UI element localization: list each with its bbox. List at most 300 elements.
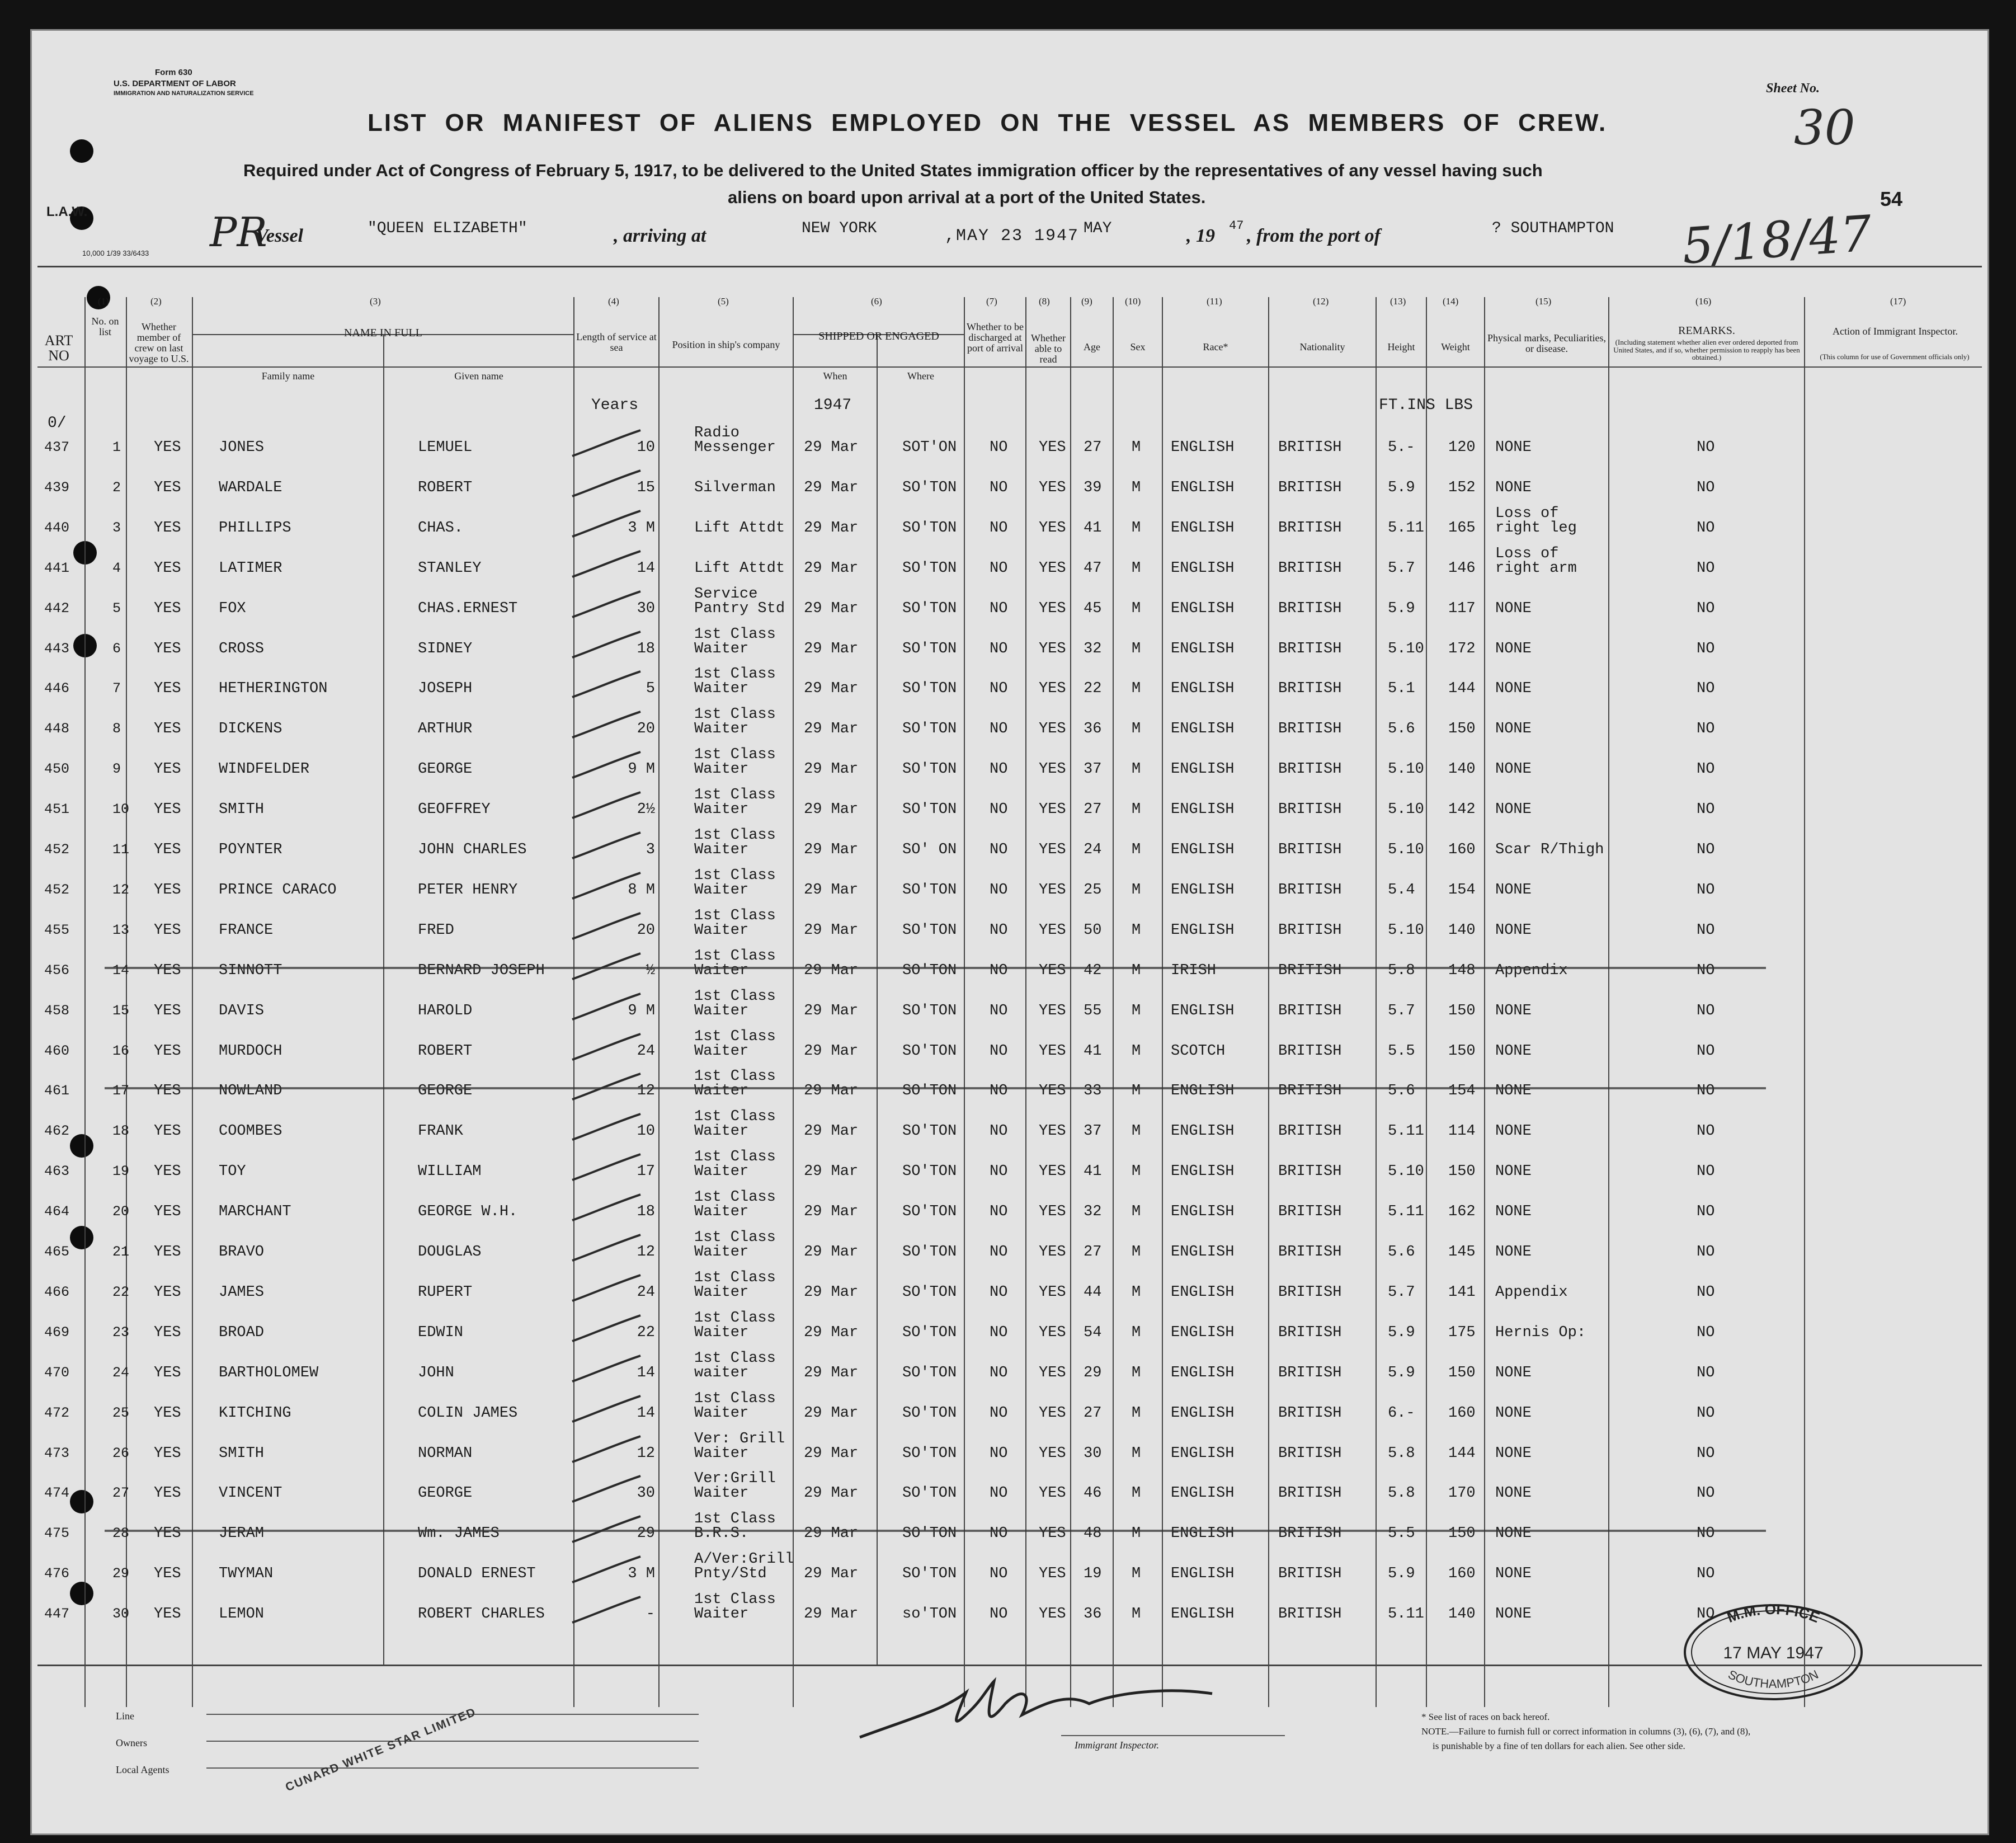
col-weight: Weight <box>1441 341 1470 352</box>
check-mark-stroke <box>572 1154 640 1180</box>
col-name-in-full: NAME IN FULL <box>344 327 422 339</box>
from-port-label: , from the port of <box>1247 225 1381 246</box>
check-mark <box>569 1352 647 1386</box>
physical-marks-line-2: NONE <box>1495 1163 1532 1181</box>
service-length: 10 <box>637 1123 655 1140</box>
discharged: NO <box>990 640 1008 657</box>
race: ENGLISH <box>1171 1445 1235 1462</box>
shipped-when: 29 Mar <box>804 1083 859 1100</box>
physical-marks-line-2: Appendix <box>1495 1283 1568 1301</box>
family-name: BROAD <box>219 1324 265 1341</box>
service-length: 12 <box>637 1244 655 1261</box>
position-line-1: 1st Class <box>694 1108 776 1126</box>
art-number: 461 <box>44 1083 70 1099</box>
check-mark-stroke <box>572 752 640 778</box>
position-line-2: Waiter <box>694 1283 749 1301</box>
sex: M <box>1132 640 1141 657</box>
col-age: Age <box>1084 341 1100 352</box>
able-to-read: YES <box>1039 841 1066 858</box>
service-length: 3 M <box>628 1565 655 1583</box>
weight: 142 <box>1448 801 1476 819</box>
age: 32 <box>1084 640 1102 657</box>
service-length: 10 <box>637 439 655 456</box>
able-to-read: YES <box>1039 962 1066 979</box>
physical-marks-line-2: NONE <box>1495 721 1532 738</box>
remarks: NO <box>1697 801 1715 819</box>
shipped-where: so'TON <box>902 1606 957 1623</box>
position-line-1: 1st Class <box>694 1028 776 1045</box>
check-mark <box>569 1473 647 1506</box>
nationality: BRITISH <box>1278 439 1342 456</box>
race: ENGLISH <box>1171 1002 1235 1019</box>
art-prefix: 0/ <box>48 415 67 432</box>
shipped-where: SO'TON <box>902 801 957 819</box>
check-mark <box>569 1593 647 1627</box>
list-number: 27 <box>112 1485 130 1502</box>
check-mark <box>569 668 647 702</box>
position-line-1: 1st Class <box>694 1390 776 1407</box>
position-line-1: Ver: Grill <box>694 1430 785 1447</box>
given-name: ROBERT <box>418 1042 473 1060</box>
check-mark-stroke <box>572 1557 640 1582</box>
last-voyage: YES <box>154 439 181 456</box>
check-mark <box>569 1553 647 1587</box>
discharged: NO <box>990 1123 1008 1140</box>
given-name: ROBERT <box>418 479 473 496</box>
position-line-1: 1st Class <box>694 1350 776 1367</box>
sex: M <box>1132 1002 1141 1019</box>
able-to-read: YES <box>1039 1324 1066 1341</box>
nationality: BRITISH <box>1278 1445 1342 1462</box>
position-line-1: 1st Class <box>694 1591 776 1609</box>
list-number: 24 <box>112 1364 130 1381</box>
height: 5.11 <box>1388 1123 1424 1140</box>
col-able-to-read: Whether able to read <box>1031 332 1066 365</box>
position-line-1: 1st Class <box>694 907 776 924</box>
list-number: 6 <box>112 640 121 657</box>
nationality: BRITISH <box>1278 600 1342 617</box>
remarks: NO <box>1697 1404 1715 1422</box>
shipped-where: SO'TON <box>902 1203 957 1221</box>
discharged: NO <box>990 519 1008 537</box>
able-to-read: YES <box>1039 922 1066 939</box>
family-name: CROSS <box>219 640 265 657</box>
col-number: (14) <box>1443 296 1459 307</box>
check-mark <box>569 708 647 742</box>
table-row <box>32 1068 1987 1108</box>
inspector-rule <box>1061 1735 1285 1736</box>
family-name: TWYMAN <box>219 1565 274 1583</box>
arrival-stamp-date: ,MAY 23 1947 <box>945 227 1080 246</box>
check-mark <box>569 829 647 863</box>
discharged: NO <box>990 1565 1008 1583</box>
physical-marks-line-2: NONE <box>1495 1364 1532 1381</box>
table-row <box>32 1149 1987 1189</box>
table-row <box>32 1511 1987 1551</box>
remarks: NO <box>1697 962 1715 979</box>
discharged: NO <box>990 1404 1008 1422</box>
age: 27 <box>1084 1404 1102 1422</box>
position-line-2: Pnty/Std <box>694 1565 767 1583</box>
position-line-1: A/Ver:Grill <box>694 1551 794 1568</box>
last-voyage: YES <box>154 1404 181 1422</box>
last-voyage: YES <box>154 600 181 617</box>
able-to-read: YES <box>1039 761 1066 778</box>
col-member-last-voyage: Whether member of crew on last voyage to U.S. <box>129 321 189 364</box>
service-length: 17 <box>637 1163 655 1181</box>
service-length: 8 M <box>628 881 655 899</box>
shipped-when: 29 Mar <box>804 439 859 456</box>
race: ENGLISH <box>1171 600 1235 617</box>
shipped-when: 29 Mar <box>804 1163 859 1181</box>
shipped-when: 29 Mar <box>804 1606 859 1623</box>
physical-marks-line-2: NONE <box>1495 881 1532 899</box>
physical-marks-line-2: Appendix <box>1495 962 1568 979</box>
sex: M <box>1132 881 1141 899</box>
position-line-2: Waiter <box>694 1083 749 1100</box>
check-mark <box>569 1312 647 1346</box>
weight: 160 <box>1448 841 1476 858</box>
age: 41 <box>1084 1163 1102 1181</box>
last-voyage: YES <box>154 1042 181 1060</box>
list-number: 9 <box>112 761 121 778</box>
col-number: (8) <box>1039 296 1050 307</box>
height: 5.9 <box>1388 1364 1415 1381</box>
art-number: 476 <box>44 1565 70 1582</box>
shipped-when: 29 Mar <box>804 1123 859 1140</box>
arrival-month: MAY <box>1084 220 1112 237</box>
col-remarks: REMARKS. <box>1678 325 1735 337</box>
position-line-1: 1st Class <box>694 1309 776 1327</box>
last-voyage: YES <box>154 1283 181 1301</box>
physical-marks-line-2: NONE <box>1495 1042 1532 1060</box>
age: 45 <box>1084 600 1102 617</box>
service-length: 18 <box>637 1203 655 1221</box>
able-to-read: YES <box>1039 1203 1066 1221</box>
height: 5.1 <box>1388 680 1415 698</box>
page-number: 54 <box>1880 187 1903 210</box>
shipped-where: SO'TON <box>902 560 957 577</box>
table-top-rule <box>37 266 1982 267</box>
sex: M <box>1132 1404 1141 1422</box>
service-length: 24 <box>637 1042 655 1060</box>
nationality: BRITISH <box>1278 841 1342 858</box>
race: ENGLISH <box>1171 1606 1235 1623</box>
last-voyage: YES <box>154 680 181 698</box>
penalty-note-1: NOTE.—Failure to furnish full or correct information in columns (3), (6), (7), and (8), <box>1421 1726 1751 1737</box>
shipped-when: 29 Mar <box>804 881 859 899</box>
last-voyage: YES <box>154 560 181 577</box>
discharged: NO <box>990 1606 1008 1623</box>
family-name: LATIMER <box>219 560 282 577</box>
sex: M <box>1132 519 1141 537</box>
company-stamp: CUNARD WHITE STAR LIMITED <box>284 1705 478 1794</box>
list-number: 12 <box>112 881 130 898</box>
col-remarks-note: (Including statement whether alien ever ordered deported from United States, and if so, whether permission to reapply has been obtained.) <box>1613 338 1800 362</box>
art-number: 446 <box>44 680 70 697</box>
sex: M <box>1132 721 1141 738</box>
table-row <box>32 1189 1987 1229</box>
height: 5.7 <box>1388 1283 1415 1301</box>
given-name: SIDNEY <box>418 640 473 657</box>
col-number: (16) <box>1695 296 1712 307</box>
discharged: NO <box>990 1163 1008 1181</box>
remarks: NO <box>1697 1283 1715 1301</box>
nationality: BRITISH <box>1278 962 1342 979</box>
col-where: Where <box>907 370 934 382</box>
check-mark-stroke <box>572 1074 640 1099</box>
list-number: 1 <box>112 439 121 455</box>
able-to-read: YES <box>1039 1123 1066 1140</box>
physical-marks-line-2: Hernis Op: <box>1495 1324 1586 1341</box>
shipped-when: 29 Mar <box>804 1203 859 1221</box>
shipped-when: 29 Mar <box>804 479 859 496</box>
shipped-when: 29 Mar <box>804 962 859 979</box>
family-name: PHILLIPS <box>219 519 291 537</box>
stamp-date-text: 17 MAY 1947 <box>1723 1644 1824 1662</box>
nationality: BRITISH <box>1278 1525 1342 1543</box>
race: ENGLISH <box>1171 1324 1235 1341</box>
family-name: JERAM <box>219 1525 265 1543</box>
nationality: BRITISH <box>1278 1364 1342 1381</box>
remarks: NO <box>1697 1485 1715 1502</box>
manifest-title: LIST OR MANIFEST OF ALIENS EMPLOYED ON THE VESSEL AS MEMBERS OF CREW. <box>368 109 1608 137</box>
nationality: BRITISH <box>1278 560 1342 577</box>
race: ENGLISH <box>1171 1283 1235 1301</box>
given-name: GEOFFREY <box>418 801 491 819</box>
sex: M <box>1132 600 1141 617</box>
service-length: 14 <box>637 560 655 577</box>
art-number: 439 <box>44 479 70 496</box>
age: 37 <box>1084 761 1102 778</box>
position-line-1: 1st Class <box>694 626 776 643</box>
physical-marks-line-1: Loss of <box>1495 545 1559 562</box>
list-number: 30 <box>112 1606 130 1623</box>
last-voyage: YES <box>154 1364 181 1381</box>
col-number: (6) <box>871 296 882 307</box>
shipped-when: 29 Mar <box>804 801 859 819</box>
position-line-2: Waiter <box>694 1404 749 1422</box>
table-row <box>32 706 1987 746</box>
weight: 150 <box>1448 1364 1476 1381</box>
position-line-2: Waiter <box>694 1244 749 1261</box>
family-name: DICKENS <box>219 721 282 738</box>
race: ENGLISH <box>1171 1203 1235 1221</box>
position-line-2: Waiter <box>694 680 749 698</box>
table-row <box>32 1270 1987 1310</box>
given-name: CHAS.ERNEST <box>418 600 518 617</box>
given-name: NORMAN <box>418 1445 473 1462</box>
race: ENGLISH <box>1171 1083 1235 1100</box>
weight: 140 <box>1448 922 1476 939</box>
height: 5.10 <box>1388 922 1424 939</box>
position-line-1: Service <box>694 585 758 603</box>
table-row <box>32 1108 1987 1149</box>
last-voyage: YES <box>154 640 181 657</box>
position-line-1: Ver:Grill <box>694 1470 776 1488</box>
weight: 175 <box>1448 1324 1476 1341</box>
check-mark <box>569 990 647 1024</box>
shipped-when: 29 Mar <box>804 922 859 939</box>
nationality: BRITISH <box>1278 680 1342 698</box>
table-row <box>32 1551 1987 1591</box>
shipped-when: 29 Mar <box>804 1404 859 1422</box>
position-line-2: Waiter <box>694 962 749 979</box>
list-number: 25 <box>112 1404 130 1421</box>
shipped-where: SO'TON <box>902 922 957 939</box>
mm-office-stamp <box>1681 1601 1866 1701</box>
list-number: 4 <box>112 560 121 576</box>
service-length: 18 <box>637 640 655 657</box>
height: 5.10 <box>1388 801 1424 819</box>
sex: M <box>1132 479 1141 496</box>
discharged: NO <box>990 1445 1008 1462</box>
art-number: 452 <box>44 841 70 858</box>
family-name: WINDFELDER <box>219 761 310 778</box>
physical-marks-line-2: NONE <box>1495 1445 1532 1462</box>
sheet-no-label: Sheet No. <box>1766 81 1820 96</box>
check-mark <box>569 910 647 943</box>
family-name: FRANCE <box>219 922 274 939</box>
year-label: , 19 <box>1186 225 1215 246</box>
position-line-2: Waiter <box>694 1123 749 1140</box>
shipped-when: 29 Mar <box>804 1485 859 1502</box>
stamp-bottom-text: SOUTHAMPTON <box>1726 1667 1821 1691</box>
col-number: (9) <box>1081 296 1092 307</box>
nationality: BRITISH <box>1278 721 1342 738</box>
art-number: 443 <box>44 640 70 657</box>
table-row <box>32 827 1987 867</box>
check-mark-stroke <box>572 632 640 657</box>
table-row <box>32 787 1987 827</box>
list-number: 2 <box>112 479 121 496</box>
sex: M <box>1132 1244 1141 1261</box>
position-line-2: Waiter <box>694 721 749 738</box>
col-no-on-list: No. on list <box>91 316 119 337</box>
discharged: NO <box>990 1002 1008 1019</box>
check-mark-stroke <box>572 430 640 456</box>
family-name: TOY <box>219 1163 246 1181</box>
given-name: FRED <box>418 922 454 939</box>
family-name: POYNTER <box>219 841 282 858</box>
physical-marks-line-2: NONE <box>1495 640 1532 657</box>
sex: M <box>1132 801 1141 819</box>
remarks: NO <box>1697 640 1715 657</box>
family-name: BARTHOLOMEW <box>219 1364 319 1381</box>
physical-marks-line-2: NONE <box>1495 922 1532 939</box>
service-length: 20 <box>637 922 655 939</box>
age: 19 <box>1084 1565 1102 1583</box>
physical-marks-line-1: Loss of <box>1495 505 1559 522</box>
physical-marks-line-2: NONE <box>1495 1002 1532 1019</box>
weight: 146 <box>1448 560 1476 577</box>
check-mark-stroke <box>572 1597 640 1623</box>
table-row <box>32 1431 1987 1471</box>
shipped-where: SO'TON <box>902 1404 957 1422</box>
able-to-read: YES <box>1039 1042 1066 1060</box>
col-number: (10) <box>1125 296 1141 307</box>
list-number: 14 <box>112 962 130 979</box>
col-race: Race* <box>1203 341 1228 352</box>
discharged: NO <box>990 439 1008 456</box>
print-line: 10,000 1/39 33/6433 <box>82 249 149 257</box>
svg-text:SOUTHAMPTON <box>1726 1667 1820 1691</box>
weight: 165 <box>1448 519 1476 537</box>
service-length: 24 <box>637 1283 655 1301</box>
sex: M <box>1132 439 1141 456</box>
check-mark <box>569 628 647 662</box>
family-name: FOX <box>219 600 246 617</box>
age: 37 <box>1084 1123 1102 1140</box>
nationality: BRITISH <box>1278 1565 1342 1583</box>
shipped-where: SO'TON <box>902 962 957 979</box>
last-voyage: YES <box>154 1485 181 1502</box>
given-name: ROBERT CHARLES <box>418 1606 545 1623</box>
service-length: 9 M <box>628 761 655 778</box>
last-voyage: YES <box>154 519 181 537</box>
given-name: PETER HENRY <box>418 881 518 899</box>
discharged: NO <box>990 1364 1008 1381</box>
position-line-1: 1st Class <box>694 706 776 723</box>
family-name: KITCHING <box>219 1404 291 1422</box>
able-to-read: YES <box>1039 1283 1066 1301</box>
last-voyage: YES <box>154 962 181 979</box>
race: ENGLISH <box>1171 1565 1235 1583</box>
check-mark-stroke <box>572 1315 640 1341</box>
shipped-when: 29 Mar <box>804 1565 859 1583</box>
strike-through-line <box>105 967 1766 969</box>
position-line-1: 1st Class <box>694 1149 776 1166</box>
family-name: WARDALE <box>219 479 282 496</box>
sex: M <box>1132 1565 1141 1583</box>
race: ENGLISH <box>1171 439 1235 456</box>
race: ENGLISH <box>1171 519 1235 537</box>
inspector-label: Immigrant Inspector. <box>1075 1739 1159 1751</box>
list-number: 8 <box>112 721 121 737</box>
able-to-read: YES <box>1039 1163 1066 1181</box>
remarks: NO <box>1697 1042 1715 1060</box>
family-name: VINCENT <box>219 1485 282 1502</box>
given-name: JOHN CHARLES <box>418 841 527 858</box>
height: 5.8 <box>1388 962 1415 979</box>
discharged: NO <box>990 1525 1008 1543</box>
given-name: STANLEY <box>418 560 482 577</box>
check-mark-stroke <box>572 833 640 858</box>
position-line-1: 1st Class <box>694 988 776 1005</box>
position-line-2: Lift Attdt <box>694 560 785 577</box>
able-to-read: YES <box>1039 801 1066 819</box>
last-voyage: YES <box>154 801 181 819</box>
art-number: 470 <box>44 1364 70 1381</box>
physical-marks-line-2: NONE <box>1495 1485 1532 1502</box>
nationality: BRITISH <box>1278 1203 1342 1221</box>
col-number: (3) <box>370 296 381 307</box>
handwritten-date: 5/18/47 <box>1680 204 1874 275</box>
nationality: BRITISH <box>1278 922 1342 939</box>
check-mark <box>569 588 647 622</box>
departure-port: ? SOUTHAMPTON <box>1492 220 1614 237</box>
last-voyage: YES <box>154 1203 181 1221</box>
given-name: JOHN <box>418 1364 454 1381</box>
shipped-where: SO'TON <box>902 1364 957 1381</box>
department-name: U.S. DEPARTMENT OF LABOR <box>114 79 236 88</box>
shipped-where: SOT'ON <box>902 439 957 456</box>
sex: M <box>1132 1525 1141 1543</box>
table-row <box>32 666 1987 706</box>
shipped-where: SO'TON <box>902 1324 957 1341</box>
sex: M <box>1132 1283 1141 1301</box>
position-line-1: 1st Class <box>694 1068 776 1085</box>
